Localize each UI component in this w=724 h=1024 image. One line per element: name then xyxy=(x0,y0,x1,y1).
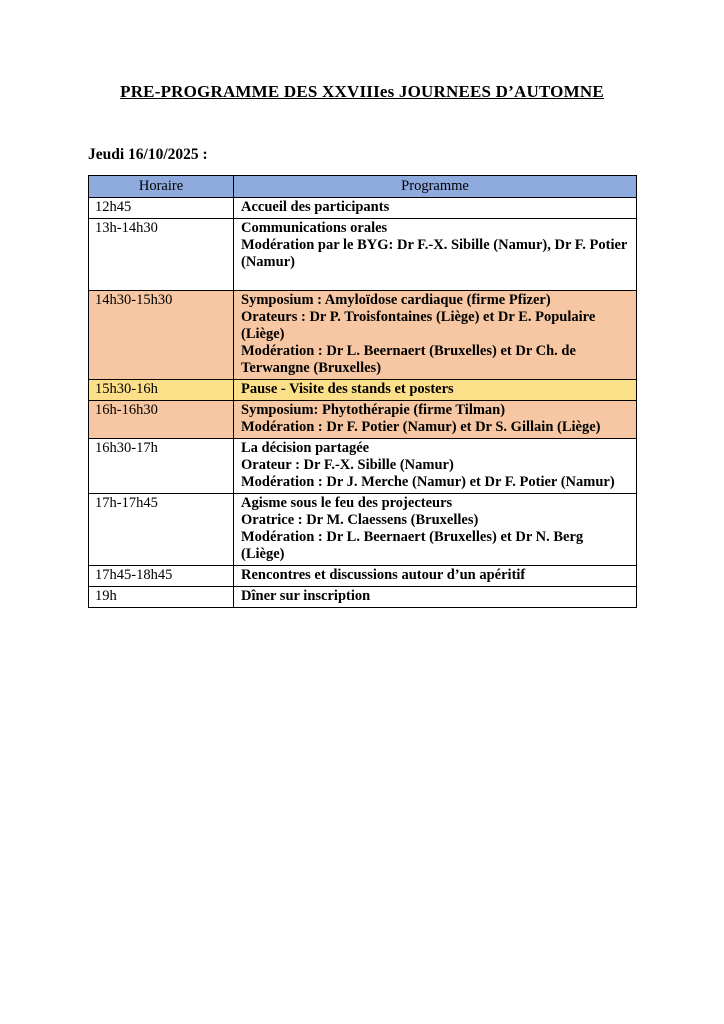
programme-line: La décision partagée xyxy=(241,440,370,456)
time-cell: 12h45 xyxy=(89,198,234,219)
programme-cell xyxy=(234,291,637,380)
programme-cell xyxy=(234,439,637,494)
time-cell: 15h30-16h xyxy=(89,380,234,401)
time-cell: 14h30-15h30 xyxy=(89,291,234,380)
table-row xyxy=(89,494,637,566)
time-cell: 16h30-17h xyxy=(89,439,234,494)
table-body xyxy=(89,198,637,608)
programme-line: Dîner sur inscription xyxy=(241,588,371,604)
programme-line xyxy=(241,271,630,288)
header-horaire: Horaire xyxy=(89,176,234,198)
table-row xyxy=(89,401,637,439)
programme-line: Communications orales xyxy=(241,220,388,236)
programme-line: Modération par le BYG: Dr F.-X. Sibille (Namur), Dr F. Potier xyxy=(241,237,628,253)
programme-line: Orateurs : Dr P. Troisfontaines (Liège) et Dr E. Populaire xyxy=(241,309,596,325)
table-row xyxy=(89,291,637,380)
programme-cell xyxy=(234,219,637,291)
header-programme: Programme xyxy=(234,176,637,198)
date-heading: Jeudi 16/10/2025 : xyxy=(88,146,208,163)
programme-line: Modération : Dr L. Beernaert (Bruxelles) et Dr N. Berg (Liège) xyxy=(241,529,584,562)
programme-line: Symposium : Amyloïdose cardiaque (firme Pfizer) xyxy=(241,292,551,308)
table-header-row xyxy=(89,176,637,198)
programme-line: Modération : Dr J. Merche (Namur) et Dr F. Potier (Namur) xyxy=(241,474,615,490)
programme-cell xyxy=(234,587,637,608)
programme-line: Agisme sous le feu des projecteurs xyxy=(241,495,453,511)
programme-line: Accueil des participants xyxy=(241,199,390,215)
programme-table xyxy=(88,175,637,608)
time-cell: 16h-16h30 xyxy=(89,401,234,439)
time-cell: 19h xyxy=(89,587,234,608)
time-cell: 17h-17h45 xyxy=(89,494,234,566)
programme-line: Terwangne (Bruxelles) xyxy=(241,360,382,376)
table-row xyxy=(89,439,637,494)
time-cell: 17h45-18h45 xyxy=(89,566,234,587)
programme-line: Rencontres et discussions autour d’un apéritif xyxy=(241,567,526,583)
programme-cell xyxy=(234,566,637,587)
programme-cell xyxy=(234,494,637,566)
programme-line: (Liège) xyxy=(241,326,285,342)
programme-line: Orateur : Dr F.-X. Sibille (Namur) xyxy=(241,457,454,473)
programme-line: Modération : Dr L. Beernaert (Bruxelles) et Dr Ch. de xyxy=(241,343,576,359)
page-title: PRE-PROGRAMME DES XXVIIIes JOURNEES D’AUTOMNE xyxy=(120,82,604,101)
programme-line: Modération : Dr F. Potier (Namur) et Dr S. Gillain (Liège) xyxy=(241,419,601,435)
programme-line: Pause - Visite des stands et posters xyxy=(241,381,454,397)
programme-cell xyxy=(234,380,637,401)
programme-cell xyxy=(234,401,637,439)
programme-line: (Namur) xyxy=(241,254,295,270)
table-row xyxy=(89,219,637,291)
table-row xyxy=(89,198,637,219)
programme-cell xyxy=(234,198,637,219)
table-row xyxy=(89,587,637,608)
programme-line: Symposium: Phytothérapie (firme Tilman) xyxy=(241,402,506,418)
table-row xyxy=(89,566,637,587)
programme-line: Oratrice : Dr M. Claessens (Bruxelles) xyxy=(241,512,479,528)
time-cell: 13h-14h30 xyxy=(89,219,234,291)
table-row xyxy=(89,380,637,401)
